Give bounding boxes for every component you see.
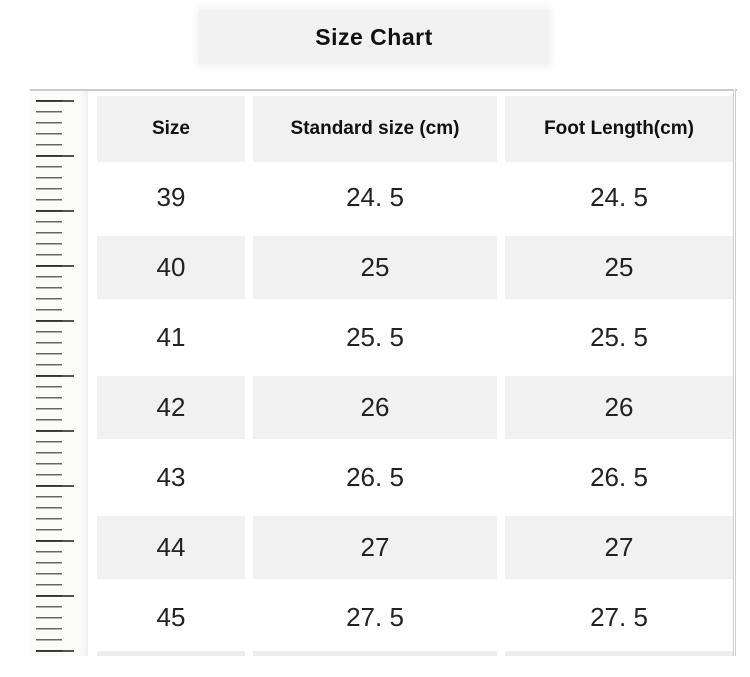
table-cell: 24. 5: [590, 181, 648, 212]
table-next-row-partial: [97, 651, 733, 656]
table-cell: 26: [505, 372, 733, 442]
table-cell: 41: [156, 321, 186, 352]
table-cell: 25. 5: [346, 321, 404, 352]
table-cell: 42: [97, 372, 245, 442]
table-cell: 25: [505, 232, 733, 302]
table-cell: 24. 5: [346, 181, 404, 212]
title-banner: [199, 10, 549, 64]
table-cell: 44: [97, 512, 245, 582]
table-cell: 26. 5: [346, 461, 404, 492]
table-cell: 39: [156, 181, 186, 212]
table-cell: 27. 5: [590, 601, 648, 632]
table-cell: 26: [253, 372, 497, 442]
partial-cell: [505, 651, 733, 656]
table-cell: 40: [97, 232, 245, 302]
partial-cell: [253, 651, 497, 656]
column-header: Foot Length(cm): [505, 96, 733, 162]
table-cell: 27: [253, 512, 497, 582]
table-right-border: [733, 89, 736, 656]
ruler-icon: [30, 91, 88, 656]
table-cell: 45: [156, 601, 186, 632]
table-cell: 43: [156, 461, 186, 492]
table-top-border: [30, 89, 737, 91]
partial-cell: [97, 651, 245, 656]
table-cell: 25. 5: [590, 321, 648, 352]
size-table: [97, 96, 733, 652]
ruler-major-ticks: [36, 100, 74, 652]
column-header: Standard size (cm): [253, 96, 497, 162]
table-cell: 25: [253, 232, 497, 302]
table-cell: 27: [505, 512, 733, 582]
table-cell: 27. 5: [346, 601, 404, 632]
page-title: Size Chart: [315, 23, 433, 50]
table-cell: 26. 5: [590, 461, 648, 492]
column-header: Size: [97, 96, 245, 162]
